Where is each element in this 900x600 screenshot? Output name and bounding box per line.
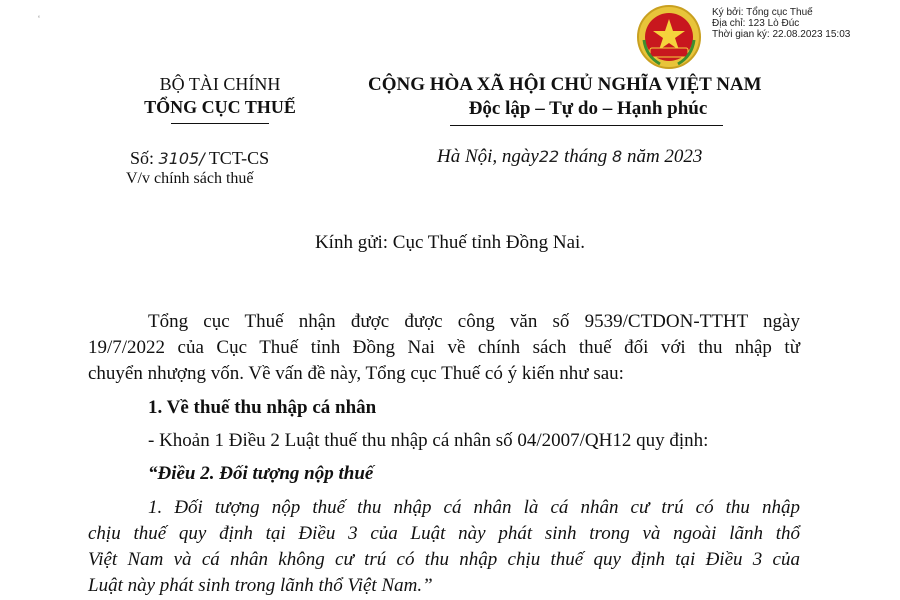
quote-line-1: 1. Đối tượng nộp thuế thu nhập cá nhân là cá nhân cư trú có thu nhập [148,497,800,518]
document-number [130,148,269,169]
doc-no-handwritten: 3105/ [158,149,205,168]
signed-address: Địa chỉ: 123 Lò Đúc [712,18,800,29]
quote-line-2: chịu thuế quy định tại Điều 3 của Luật này phát sinh trong và ngoài lãnh thổ [88,523,800,544]
doc-no-prefix: Số: [130,148,155,168]
quote-line-4: Luật này phát sinh trong lãnh thổ Việt Nam.” [88,575,433,596]
document-subject: V/v chính sách thuế [126,170,254,187]
paragraph-1-line-2: 19/7/2022 của Cục Thuế tỉnh Đồng Nai về chính sách thuế đối với thu nhập từ [88,337,800,358]
section-1-heading: 1. Về thuế thu nhập cá nhân [148,397,377,418]
republic-name: CỘNG HÒA XÃ HỘI CHỦ NGHĨA VIỆT NAM [368,74,762,95]
paragraph-1-line-1: Tổng cục Thuế nhận được được công văn số 9539/CTDON-TTHT ngày [148,311,800,332]
national-motto: Độc lập – Tự do – Hạnh phúc [468,98,708,119]
motto-underline [450,125,723,126]
paragraph-1-line-3: chuyển nhượng vốn. Về vấn đề này, Tổng cục Thuế có ý kiến như sau: [88,363,624,384]
date-day: 22 [538,147,560,166]
clause-reference: - Khoản 1 Điều 2 Luật thuế thu nhập cá nhân số 04/2007/QH12 quy định: [148,430,709,451]
date-month-word: tháng [563,146,608,167]
signed-time: Thời gian ký: 22.08.2023 15:03 [712,29,851,40]
article-title: “Điều 2. Đối tượng nộp thuế [148,463,374,484]
document-date [437,146,702,168]
department-underline [171,123,269,124]
ministry-name: BỘ TÀI CHÍNH [159,74,281,94]
date-prefix: Hà Nội, ngày [437,146,539,167]
tax-seal-icon [636,4,702,70]
date-year: năm 2023 [626,146,703,167]
greeting: Kính gửi: Cục Thuế tỉnh Đồng Nai. [314,232,586,253]
doc-no-suffix: TCT-CS [208,148,270,168]
quote-line-3: Việt Nam và cá nhân không cư trú có thu nhập chịu thuế quy định tại Điều 3 của [88,549,800,570]
margin-mark: ʻ [38,14,40,24]
signed-by: Ký bởi: Tổng cục Thuế [712,7,813,18]
date-month: 8 [612,147,623,166]
department-name: TỔNG CỤC THUẾ [144,97,296,117]
